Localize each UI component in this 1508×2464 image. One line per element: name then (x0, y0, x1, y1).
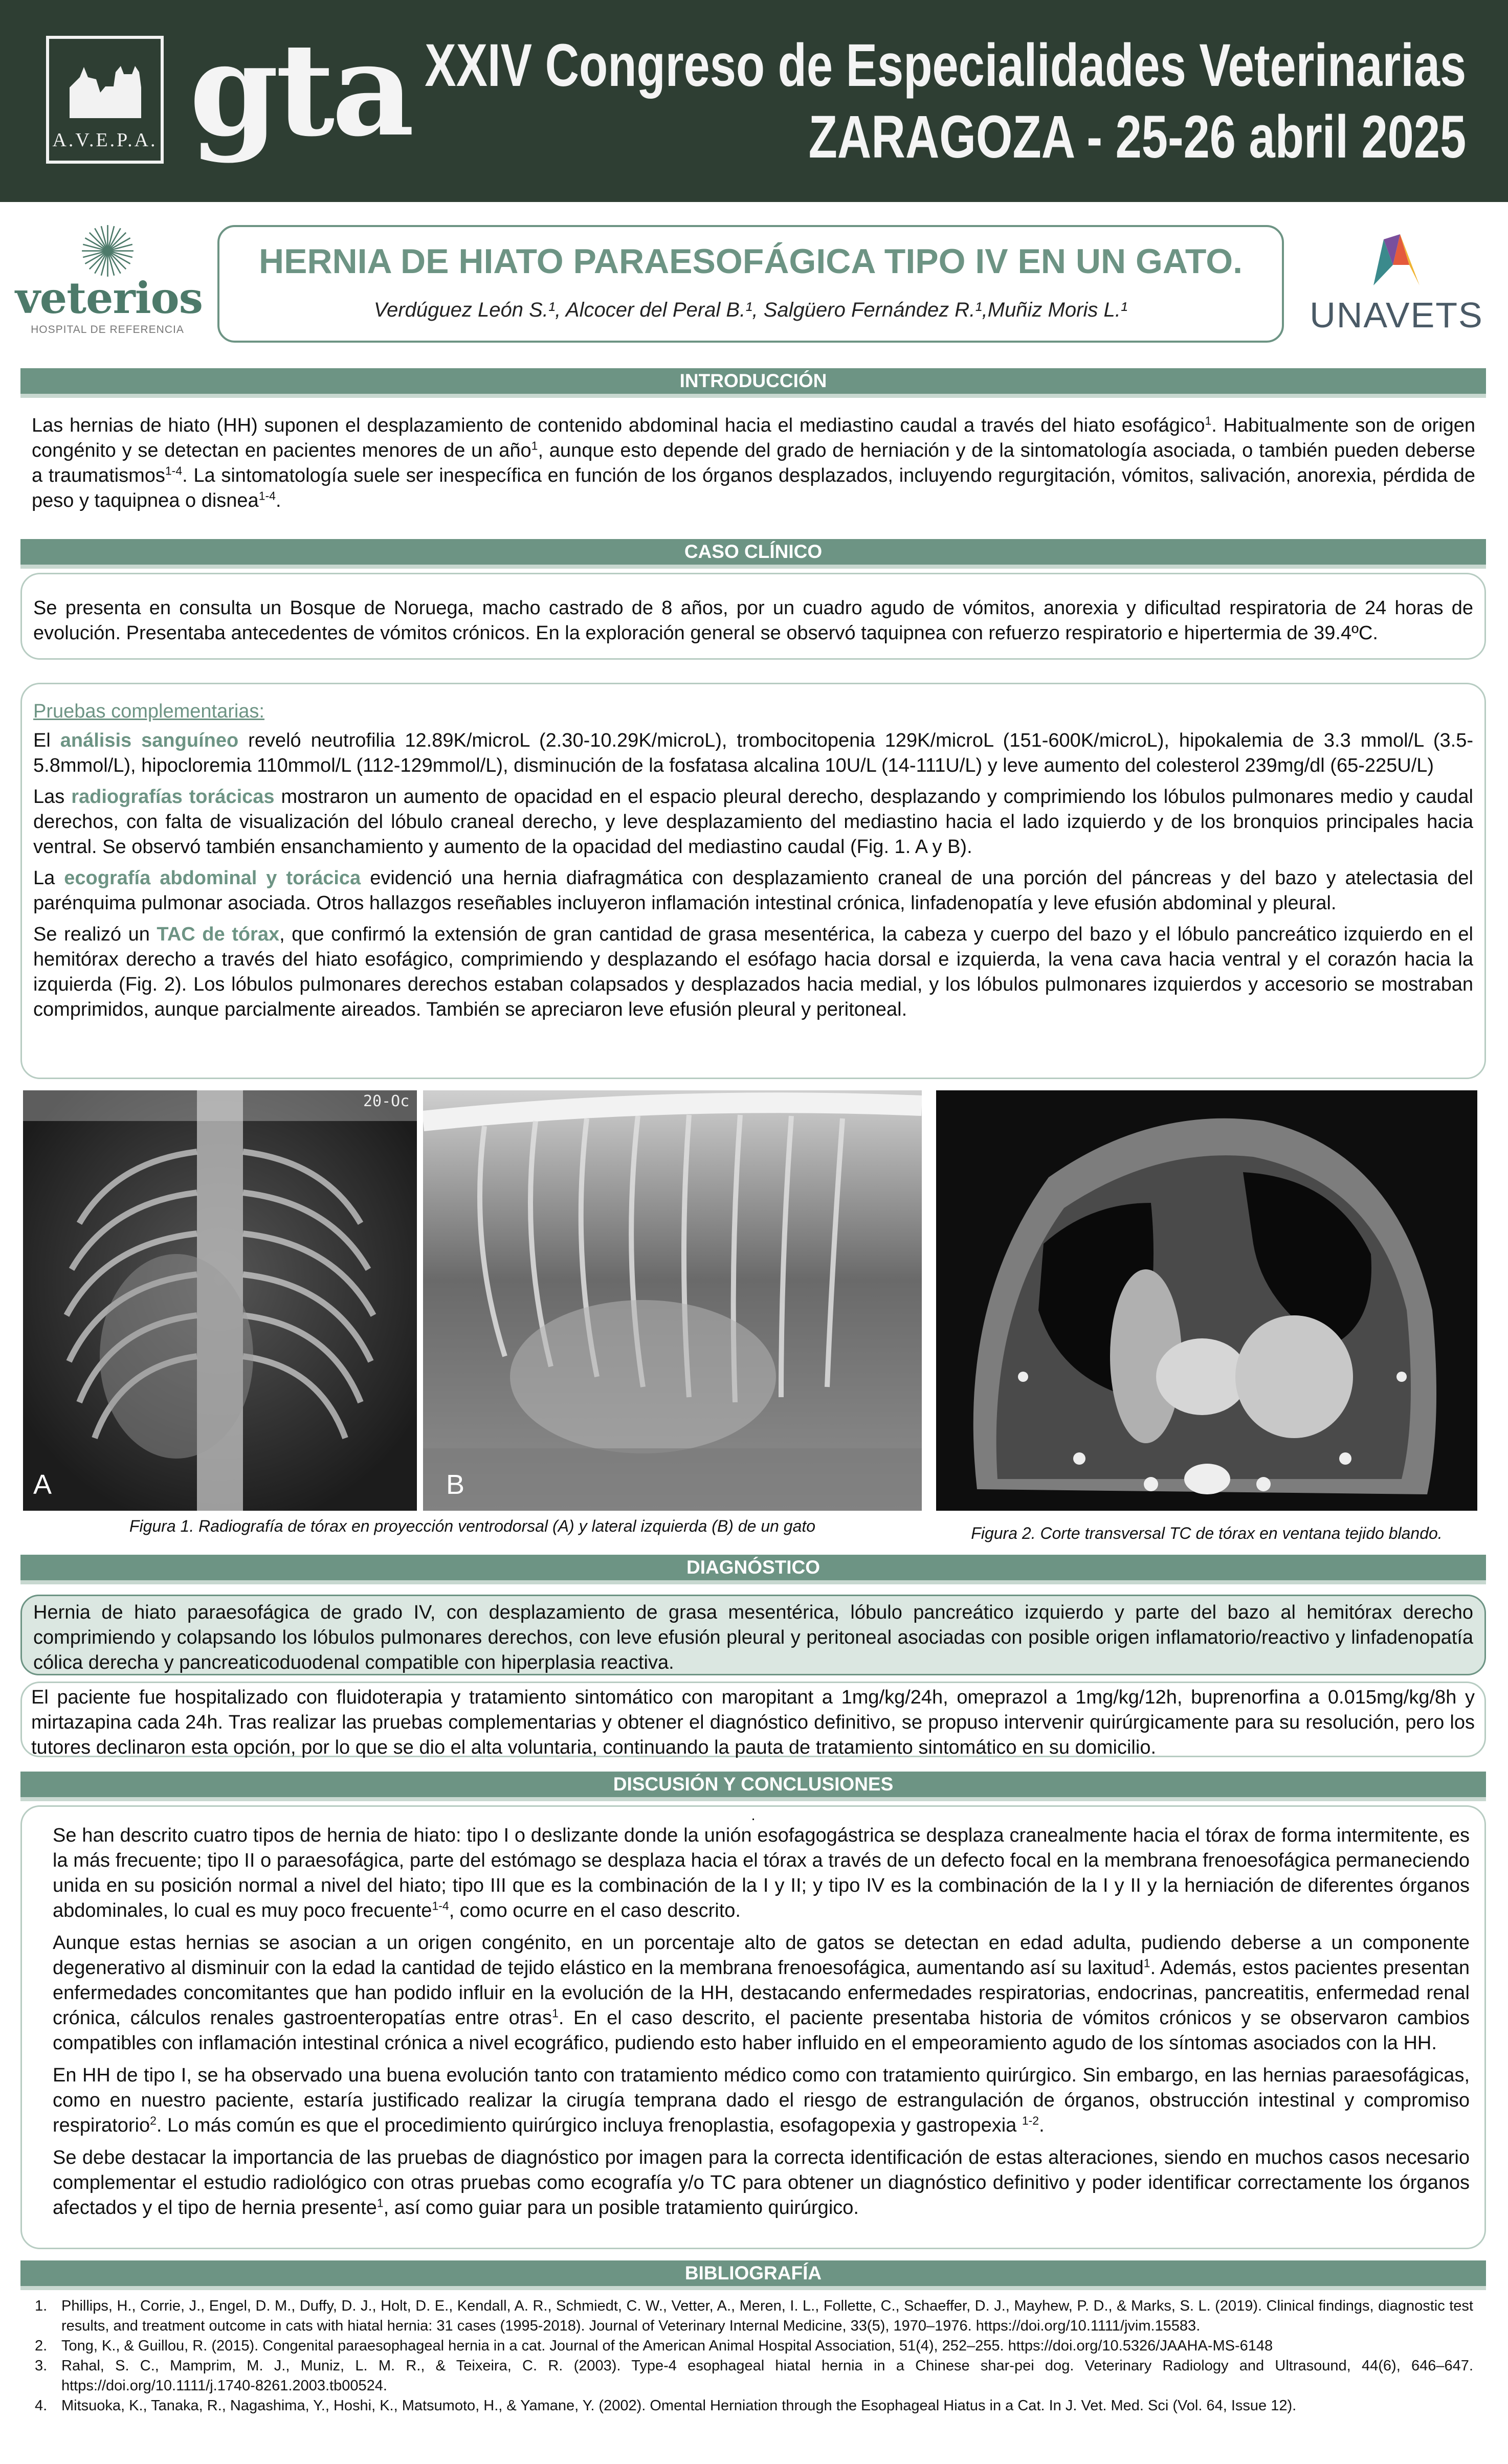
discussion-paragraph-2: Aunque estas hernias se asocian a un origen congénito, en un porcentaje alto de gatos se detectan en edad adulta, pudiendo deberse a un componente degenerativo al disminuir con la edad la cantidad de tejido elástico en la membrana frenoesofágica, aumentando así su laxitud$^1$. Además, estos pacientes presentan enfermedades concomitantes que han podido influir en la evolución de la HH, destacando enfermedades respiratorias, endocrinas, pancreatitis, enfermedad renal crónica, cálculos renales gastroenteropatías entre otras$^1$. En el caso descrito, el paciente presentaba historia de vómitos crónicos y se observaron cambios compatibles con inflamación intestinal crónica a nivel ecográfico, pudiendo esto haber influido en el empeoramiento agudo de los síntomas asociados con la HH. (53, 1932, 1470, 2054)
figure-2-caption: Figura 2. Corte transversal TC de tórax en ventana tejido blando. (971, 1524, 1443, 1542)
treatment-text: El paciente fue hospitalizado con fluidoterapia y tratamiento sintomático con maropitant a 1mg/kg/24h, omeprazol a 1mg/kg/12h, buprenorfina a 0.015mg/kg/8h y mirtazapina cada 24h. Tras realizar las pruebas complementarias y obtener el diagnóstico definitivo, se propuso intervenir quirúrgicamente para su resolución, pero los tutores declinaron esta opción, por lo que se dio el alta voluntaria, continuando la pauta de tratamiento sintomático en su domicilio. (31, 1687, 1475, 1758)
unavets-name: UNAVETS (1310, 295, 1483, 335)
xray-lateral-drawing (423, 1090, 922, 1511)
discussion-paragraph-1: Se han descrito cuatro tipos de hernia de hiato: tipo I o deslizante donde la unión esofagogástrica se desplaza cranealmente hacia el tórax de forma intermitente, es la más frecuente; tipo II o paraesofágica, parte del estómago se desplaza hacia el tórax a través de un defecto focal en la membrana frenoesofágica permaneciendo unida en su posición normal a nivel del hiato; tipo III que es la combinación de la I y II; y tipo IV es la combinación de la I y II y la herniación de diferentes órganos abdominales, lo cual es muy poco frecuente$^{1-4}$, como ocurre en el caso descrito. (53, 1825, 1470, 1921)
title-box (217, 225, 1284, 343)
figure-label-b: B (446, 1469, 465, 1500)
discussion-content (53, 1823, 1470, 2221)
reference-item: 4. Mitsuoka, K., Tanaka, R., Nagashima, Y., Hoshi, K., Matsumoto, H., & Yamane, Y. (2002). Omental Herniation through the Esophageal Hiatus in a Cat. In J. Vet. Med. Sci (Vol. 64, Issue 12). (35, 2398, 1297, 2414)
tests-ultrasound: La ecografía abdominal y torácica evidenció una hernia diafragmática con desplazamiento craneal de una porción del páncreas y del bazo y atelectasia del parénquima pulmonar asociada. Otros hallazgos reseñables incluyeron inflamación intestinal crónica, linfadenopatía y leve efusión abdominal y pleural. (33, 867, 1473, 914)
section-header-diagnosis: DIAGNÓSTICO (20, 1555, 1486, 1580)
reference-list (26, 2296, 1473, 2416)
poster-authors: Verdúguez León S.¹, Alcocer del Peral B.¹, Salgüero Fernández R.¹,Muñiz Moris L.¹ (373, 299, 1128, 321)
tests-radiography: Las radiografías torácicas mostraron un aumento de opacidad en el espacio pleural derecho, desplazando y comprimiendo los lóbulos pulmonares medio y caudal derechos, con falta de visualización del lóbulo craneal derecho, y leve desplazamiento del mediastino hacia el lado izquierdo y de los bronquios principales hacia ventral. Se observó también ensanchamiento y aumento de la opacidad del mediastino caudal (Fig. 1. A y B). (33, 786, 1473, 858)
veterios-name: veterios (15, 273, 203, 323)
section-header-discussion: DISCUSIÓN Y CONCLUSIONES (20, 1772, 1486, 1797)
unavets-mark-icon (1368, 229, 1425, 290)
figure-1-caption: Figura 1. Radiografía de tórax en proyección ventrodorsal (A) y lateral izquierda (B) de un gato (129, 1517, 816, 1535)
header-banner (0, 0, 1508, 202)
congress-line-2: ZARAGOZA - 25-26 abril 2025 (808, 103, 1466, 171)
case-box (20, 573, 1486, 660)
unavets-logo (1307, 229, 1486, 337)
veterios-sun-icon (81, 224, 135, 278)
congress-title (425, 30, 1466, 173)
xray-date-stamp: 20-Oc (363, 1092, 410, 1110)
tests-blood: El análisis sanguíneo reveló neutrofilia 12.89K/microL (2.30-10.29K/microL), trombocitopenia 129K/microL (151-600K/microL), hipokalemia de 3.3 mmol/L (3.5-5.8mmol/L), hipocloremia 110mmol/L (112-129mmol/L), disminución de la fosfatasa alcalina 10U/L (14-111U/L) y leve aumento del colesterol 239mg/dl (65-225U/L) (33, 730, 1473, 776)
discussion-paragraph-4: Se debe destacar la importancia de las pruebas de diagnóstico por imagen para la correcta identificación de estas alteraciones, siendo en muchos casos necesario complementar el estudio radiológico con otras pruebas como ecografía y/o TC para obtener un diagnóstico definitivo y poder identificar correctamente los órganos afectados y el tipo de hernia presente$^1$, así como guiar para un posible tratamiento quirúrgico. (53, 2147, 1470, 2219)
tests-content (33, 699, 1473, 1022)
gta-logo: gta (189, 14, 412, 165)
veterios-logo (15, 224, 203, 337)
discussion-dot: . (751, 1807, 756, 1824)
congress-line-1: XXIV Congreso de Especialidades Veterinarias (425, 32, 1466, 99)
reference-item: 3. Rahal, S. C., Mamprim, M. J., Muniz, L. M. R., & Teixeira, C. R. (2003). Type-4 esophageal hiatal hernia in a Chinese shar-pei dog. Veterinary Radiology and Ultrasound, 44(6), 646–647. https://doi.org/10.1111/j.1740-8261.2003.tb00524. (35, 2358, 1473, 2394)
intro-text: Las hernias de hiato (HH) suponen el desplazamiento de contenido abdominal hacia el mediastino caudal a través del hiato esofágico$^1$. Habitualmente son de origen congénito y se detectan en pacientes menores de un año$^1$, aunque esto depende del grado de herniación y de la sintomatología asociada, o también pueden deberse a traumatismos$^{1-4}$. La sintomatología suele ser inespecífica en función de los órganos desplazados, incluyendo regurgitación, vómitos, salivación, anorexia, pérdida de peso y taquipnea o disnea$^{1-4}$. (32, 414, 1476, 511)
avepa-logo (46, 36, 164, 164)
reference-item: 2. Tong, K., & Guillou, R. (2015). Congenital paraesophageal hernia in a cat. Journal of the American Animal Hospital Association, 51(4), 252–255. https://doi.org/10.5326/JAAHA-MS-6148 (35, 2338, 1273, 2354)
tests-heading: Pruebas complementarias: (33, 701, 264, 722)
xray-lateral-image (423, 1090, 922, 1511)
diagnosis-text: Hernia de hiato paraesofágica de grado IV, con desplazamiento de grasa mesentérica, lóbulo pancreático izquierdo y parte del bazo al hemitórax derecho comprimiendo y colapsando los lóbulos pulmonares derechos, con leve efusión pleural y peritoneal asociadas con posible origen inflamatorio/reactivo y linfadenopatía cólica derecha y pancreaticoduodenal compatible con hiperplasia reactiva. (33, 1602, 1473, 1673)
tests-ct: Se realizó un TAC de tórax, que confirmó la extensión de gran cantidad de grasa mesentérica, la cabeza y cuerpo del bazo y el lóbulo pancreático izquierdo en el hemitórax derecho a través del hiato esofágico, comprimiendo y desplazando el esófago hacia dorsal e izquierda, la vena cava hacia ventral y el corazón hacia la izquierda (Fig. 2). Los lóbulos pulmonares derechos estaban colapsados y desplazados hacia medial, y los lóbulos pulmonares izquierdos y accesorio se mostraban comprimidos, aunque parcialmente aireados. También se apreciaron leve efusión pleural y peritoneal. (33, 924, 1473, 1020)
poster-title: HERNIA DE HIATO PARAESOFÁGICA TIPO IV EN UN GATO. (258, 242, 1243, 281)
xray-ventrodorsal-drawing (23, 1090, 417, 1511)
tests-box (20, 683, 1486, 1079)
ct-scan-image (936, 1090, 1477, 1511)
section-header-case: CASO CLÍNICO (20, 539, 1486, 565)
xray-ventrodorsal-image (23, 1090, 417, 1511)
section-header-bibliography: BIBLIOGRAFÍA (20, 2260, 1486, 2286)
ct-scan-drawing (936, 1090, 1477, 1511)
animals-silhouette-icon (64, 57, 146, 118)
reference-item: 1. Phillips, H., Corrie, J., Engel, D. M., Duffy, D. J., Holt, D. E., Kendall, A. R., Schmiedt, C. W., Vetter, A., Meren, I. L., Follette, C., Schaeffer, D. J., Mayhew, P. D., & Marks, S. L. (2019). Clinical findings, diagnostic test results, and treatment outcome in cats with hiatal hernia: 31 cases (1995-2018). Journal of Veterinary Internal Medicine, 33(5), 1970–1976. https://doi.org/10.1111/jvim.15583. (35, 2298, 1473, 2334)
discussion-box (20, 1805, 1486, 2249)
veterios-subtitle: HOSPITAL DE REFERENCIA (31, 324, 184, 335)
figure-label-a: A (33, 1469, 52, 1500)
case-text: Se presenta en consulta un Bosque de Noruega, macho castrado de 8 años, por un cuadro agudo de vómitos, anorexia y dificultad respiratoria de 24 horas de evolución. Presentaba antecedentes de vómitos crónicos. En la exploración general se observó taquipnea con refuerzo respiratorio e hipertermia de 39.4ºC. (33, 597, 1473, 644)
section-header-intro: INTRODUCCIÓN (20, 368, 1486, 394)
diagnosis-box (20, 1595, 1486, 1675)
avepa-logo-text: A.V.E.P.A. (52, 129, 158, 151)
discussion-paragraph-3: En HH de tipo I, se ha observado una buena evolución tanto con tratamiento médico como con tratamiento quirúrgico. Sin embargo, en las hernias paraesofágicas, como en nuestro paciente, estaría justificado realizar la cirugía temprana dado el riesgo de estrangulación de órganos, obstrucción intestinal y compromiso respiratorio$^2$. Lo más común es que el procedimiento quirúrgico incluya frenoplastia, esofagopexia y gastropexia $^{1-2}$. (53, 2065, 1470, 2136)
treatment-box (20, 1682, 1486, 1757)
